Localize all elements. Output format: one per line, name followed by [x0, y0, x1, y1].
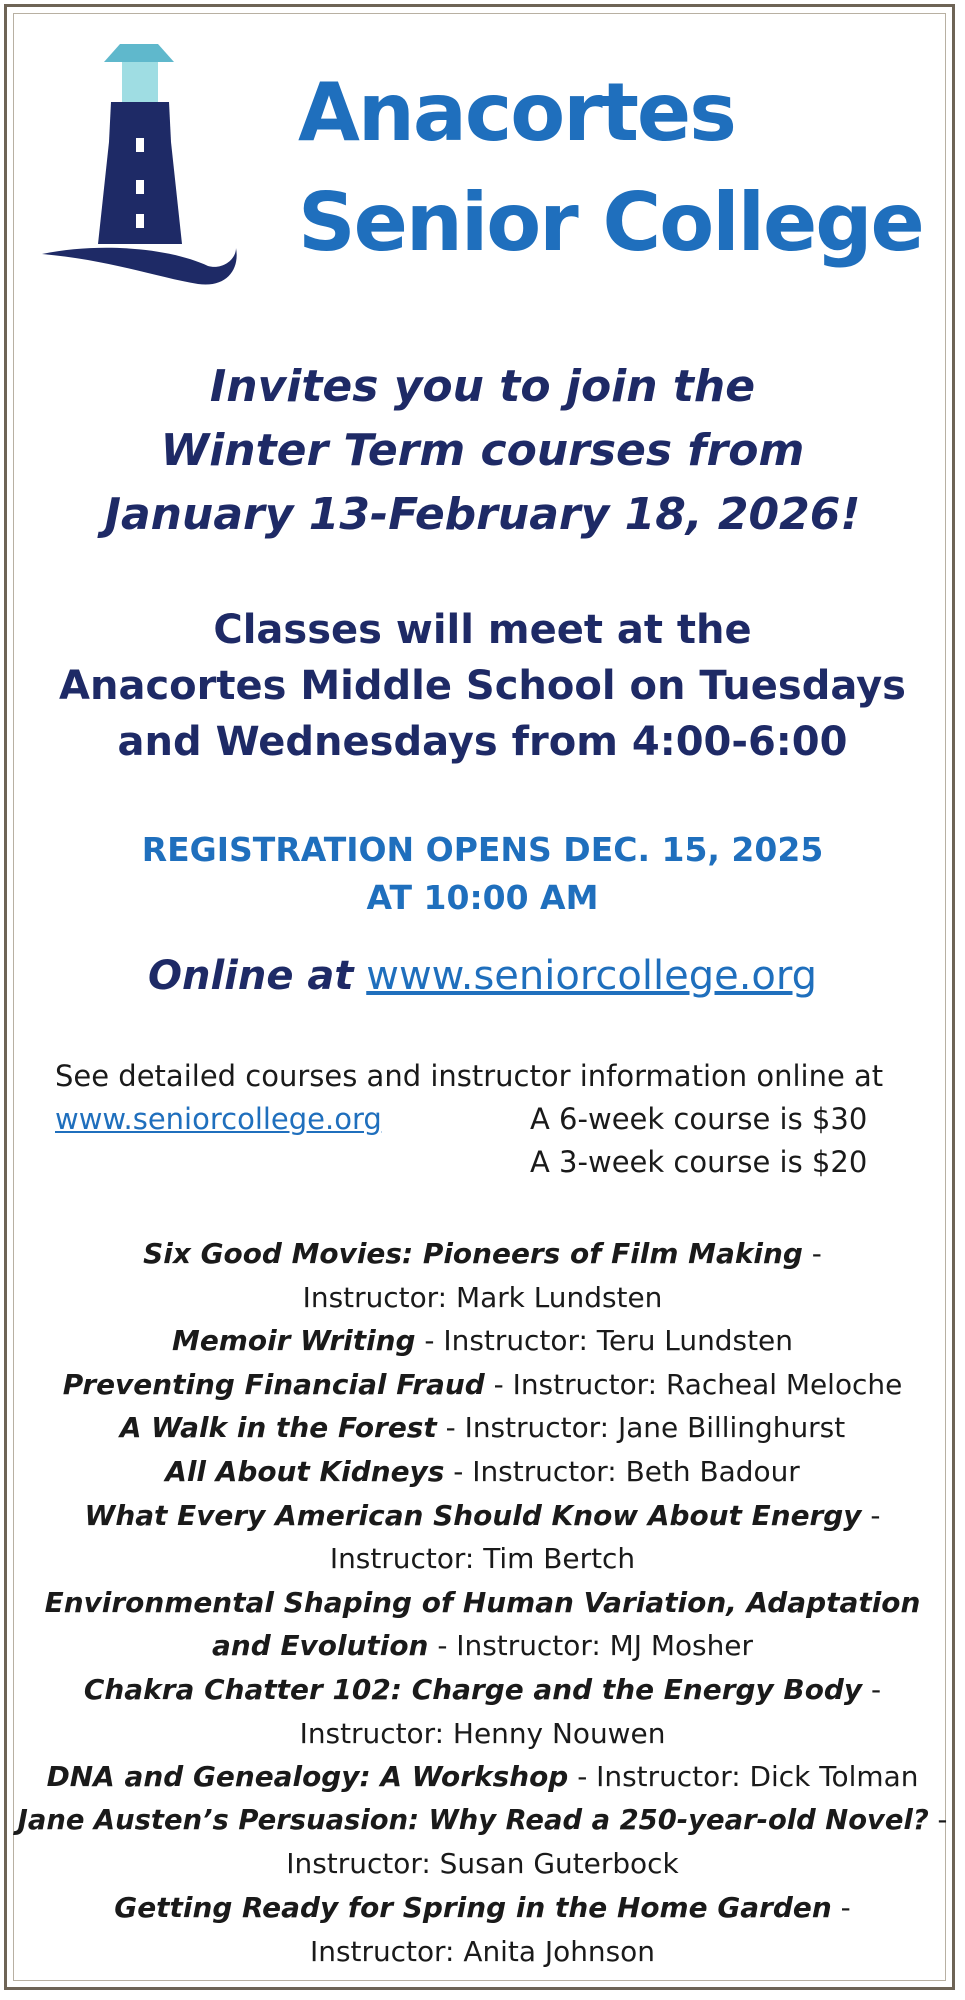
course-instructor: Instructor: Beth Badour	[472, 1454, 800, 1488]
course-title: Getting Ready for Spring in the Home Garden	[114, 1890, 832, 1924]
course-instructor: Instructor: Dick Tolman	[596, 1760, 919, 1794]
course-title: All About Kidneys	[165, 1454, 445, 1488]
course-item: Jane Austen’s Persuasion: Why Read a 250-year-old Novel? -	[17, 1804, 948, 1836]
course-item: Getting Ready for Spring in the Home Garden -	[114, 1890, 851, 1924]
course-instructor: Instructor: Anita Johnson	[310, 1934, 655, 1968]
course-title: Memoir Writing	[172, 1324, 416, 1358]
lighthouse-icon	[40, 34, 245, 299]
course-details	[55, 1055, 935, 1184]
course-instructor: Instructor: Mark Lundsten	[302, 1280, 663, 1314]
website-link[interactable]: www.seniorcollege.org	[366, 953, 818, 999]
online-registration	[0, 948, 965, 1004]
details-text: See detailed courses and instructor information online at	[55, 1059, 884, 1093]
course-item: All About Kidneys - Instructor: Beth Badour	[165, 1454, 800, 1488]
course-instructor: Instructor: Jane Billinghurst	[464, 1411, 846, 1445]
course-title: What Every American Should Know About Energy	[84, 1498, 862, 1532]
course-item: Chakra Chatter 102: Charge and the Energy Body -	[83, 1672, 882, 1706]
course-item: Memoir Writing - Instructor: Teru Lundsten	[172, 1324, 793, 1358]
course-title-cont: and Evolution	[212, 1629, 429, 1663]
course-item: A Walk in the Forest - Instructor: Jane Billinghurst	[119, 1411, 846, 1445]
course-instructor: Instructor: Teru Lundsten	[443, 1324, 793, 1358]
course-title: Six Good Movies: Pioneers of Film Making	[143, 1237, 803, 1270]
invitation-heading	[0, 355, 965, 547]
invitation-line2: Winter Term courses from	[160, 425, 805, 476]
invitation-dates: January 13-February 18, 2026!	[104, 489, 861, 540]
course-title: Chakra Chatter 102: Charge and the Energy Body	[83, 1672, 863, 1706]
online-label: Online at	[147, 953, 354, 999]
registration-line2: AT 10:00 AM	[366, 878, 599, 917]
course-title: Preventing Financial Fraud	[62, 1367, 485, 1401]
price-6-week: A 6-week course is $30	[530, 1102, 868, 1136]
course-instructor: Instructor: Henny Nouwen	[299, 1716, 666, 1750]
course-title: A Walk in the Forest	[119, 1411, 437, 1445]
course-instructor: Instructor: MJ Mosher	[456, 1629, 753, 1663]
details-website-link[interactable]: www.seniorcollege.org	[55, 1102, 382, 1136]
course-instructor: Instructor: Tim Bertch	[329, 1542, 636, 1576]
registration-line1: REGISTRATION OPENS DEC. 15, 2025	[141, 830, 824, 869]
course-title: Environmental Shaping of Human Variation, Adaptation	[44, 1585, 921, 1619]
registration-notice	[0, 826, 965, 922]
course-item: What Every American Should Know About Energy -	[84, 1498, 881, 1532]
course-item: DNA and Genealogy: A Workshop - Instructor: Dick Tolman	[46, 1760, 919, 1794]
college-name-line1: Anacortes	[298, 66, 735, 159]
college-name-line2: Senior College	[298, 176, 923, 269]
course-list	[0, 1232, 965, 1973]
course-item	[0, 1581, 965, 1625]
invitation-line1: Invites you to join the	[209, 361, 756, 412]
course-item: and Evolution - Instructor: MJ Mosher	[212, 1629, 753, 1663]
course-instructor: Instructor: Susan Guterbock	[286, 1847, 679, 1881]
course-item: Six Good Movies: Pioneers of Film Making -	[143, 1237, 822, 1270]
college-name	[298, 58, 948, 278]
price-3-week: A 3-week course is $20	[530, 1145, 868, 1179]
course-instructor: Instructor: Racheal Meloche	[512, 1367, 903, 1401]
course-item: Preventing Financial Fraud - Instructor: Racheal Meloche	[62, 1367, 903, 1401]
class-location	[0, 602, 965, 770]
class-location-line2: Anacortes Middle School on Tuesdays	[59, 663, 906, 709]
class-location-line3: and Wednesdays from 4:00-6:00	[117, 719, 848, 765]
course-title: DNA and Genealogy: A Workshop	[46, 1760, 569, 1794]
class-location-line1: Classes will meet at the	[213, 607, 752, 653]
course-title: Jane Austen’s Persuasion: Why Read a 250-year-old Novel?	[17, 1804, 929, 1836]
